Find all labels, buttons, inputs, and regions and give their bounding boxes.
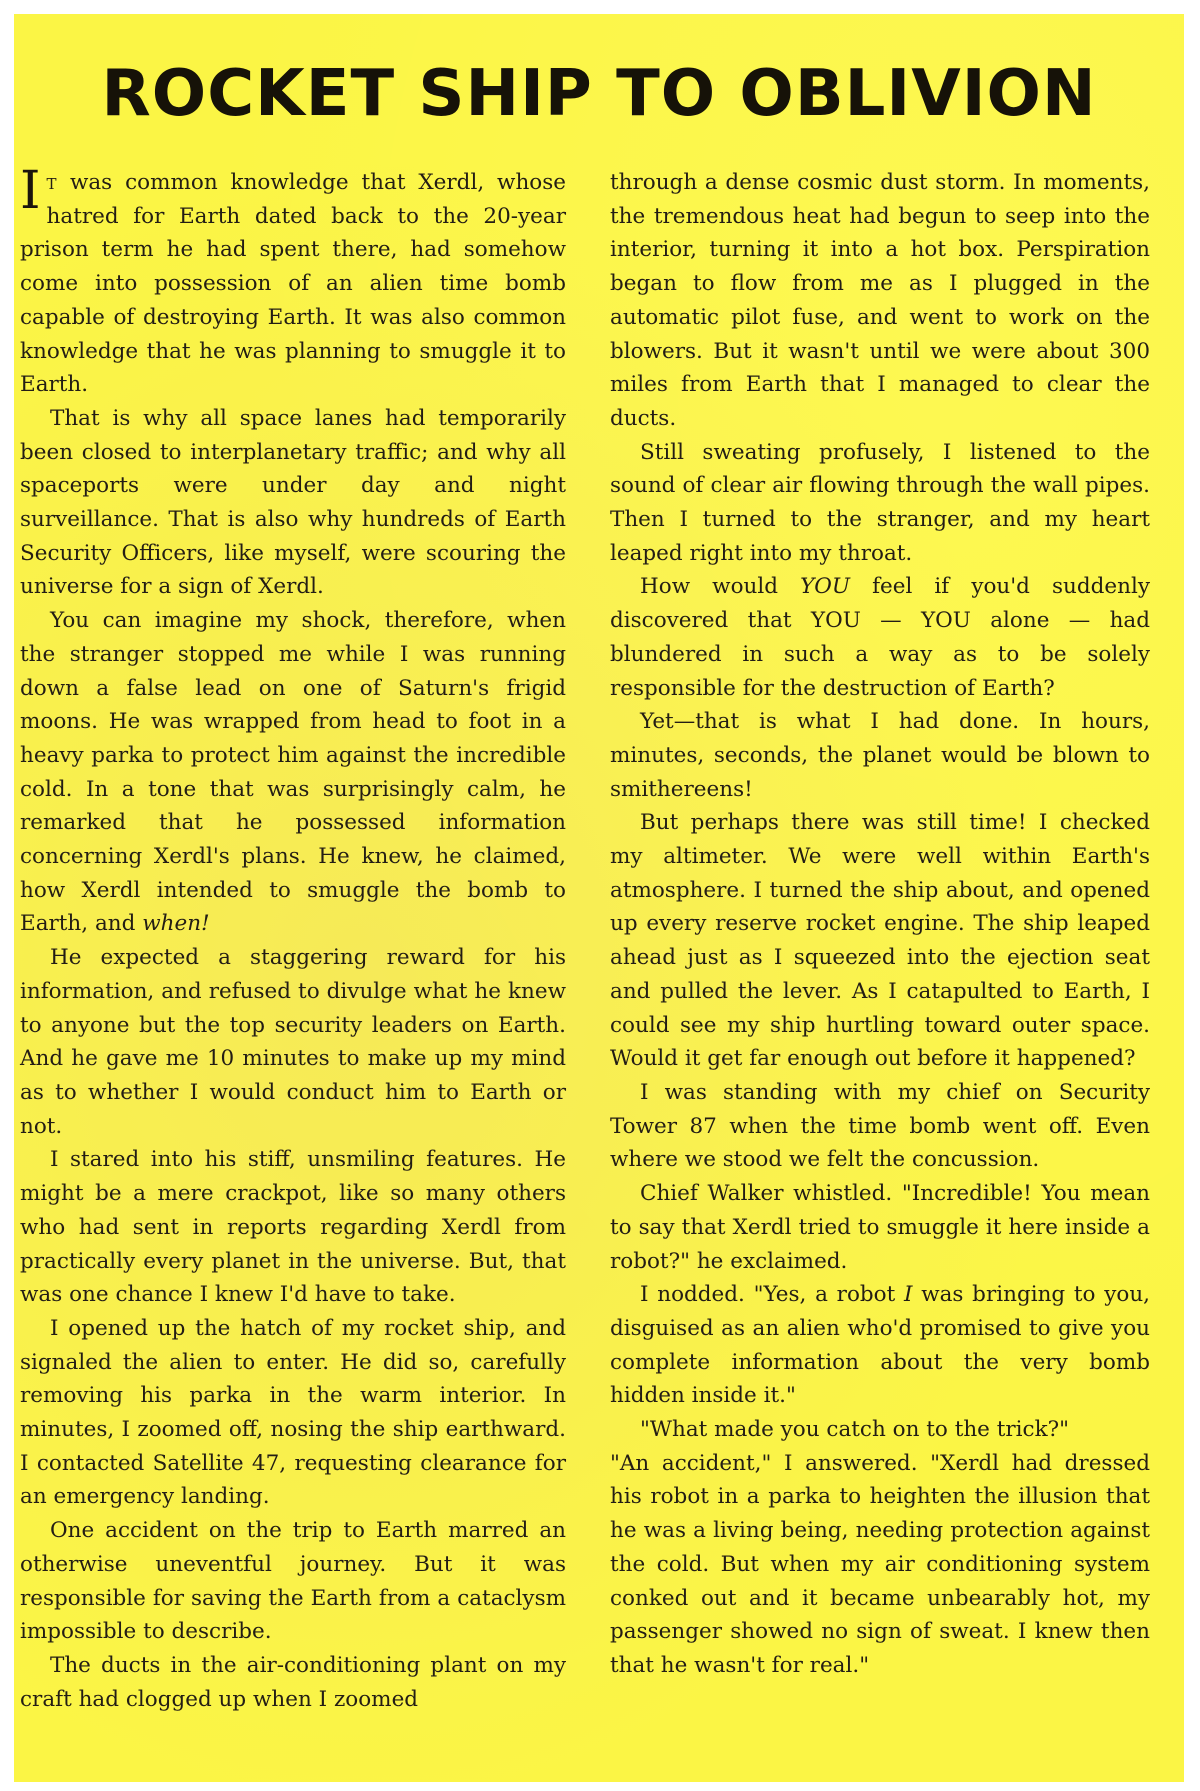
- paragraph: I was standing with my chief on Security Tower 87 when the time bomb went off. Even where we stood we felt the concussion.: [610, 1079, 1150, 1173]
- paragraph: [610, 1278, 1150, 1413]
- paragraph-text: How would: [640, 574, 801, 600]
- paragraph-text: was bringing to you, disguised as an alien who'd promised to give you complete information about the very bomb hidden inside it.": [610, 1282, 1150, 1409]
- paragraph: Yet—that is what I had done. In hours, minutes, seconds, the planet would be blown to smithereens!: [610, 709, 1150, 802]
- emphasis-text: YOU: [800, 574, 851, 600]
- paragraph: "What made you catch on to the trick?": [640, 1417, 1070, 1443]
- paragraph: One accident on the trip to Earth marred an otherwise uneventful journey. But it was responsible for saving the Earth from a cataclysm impossible to describe.: [20, 1518, 566, 1645]
- drop-cap: I: [20, 161, 41, 221]
- paragraph: [20, 161, 566, 402]
- paragraph: "An accident," I answered. "Xerdl had dressed his robot in a parka to heighten the illusion that he was a living being, needing protection against the cold. But when my air conditioning system conked out and it became unbearably hot, my passenger showed no sign of sweat. I knew then that he wasn't for real.": [610, 1450, 1150, 1678]
- left-text-column: [20, 161, 566, 1716]
- paragraph-text: feel if you'd suddenly discovered that YOU — YOU alone — had blundered in such a way as to be solely responsible for the destruction of Earth?: [610, 574, 1150, 701]
- paragraph: Chief Walker whistled. "Incredible! You mean to say that Xerdl tried to smuggle it here inside a robot?" he exclaimed.: [610, 1181, 1150, 1274]
- paragraph-text: I nodded. "Yes, a robot: [640, 1282, 904, 1308]
- paragraph: through a dense cosmic dust storm. In moments, the tremendous heat had begun to seep into the interior, turning it into a hot box. Perspiration began to flow from me as I plugged in the automatic pilot fuse, and went to work on the blowers. But it wasn't until we were about 300 miles from Earth that I managed to clear the ducts.: [610, 170, 1150, 431]
- paragraph: I stared into his stiff, unsmiling features. He might be a mere crackpot, like so many others who had sent in reports regarding Xerdl from practically every planet in the universe. But, that was one chance I knew I'd have to take.: [20, 1147, 566, 1308]
- story-title: ROCKET SHIP TO OBLIVION: [101, 57, 1097, 131]
- paragraph: Still sweating profusely, I listened to the sound of clear air flowing through the wall pipes. Then I turned to the stranger, and my heart leaped right into my throat.: [610, 439, 1150, 566]
- paragraph: That is why all space lanes had temporarily been closed to interplanetary traffic; and why all spaceports were under day and night surveillance. That is also why hundreds of Earth Security Officers, like myself, were scouring the universe for a sign of Xerdl.: [20, 405, 566, 600]
- paragraph: The ducts in the air-conditioning plant on my craft had clogged up when I zoomed: [20, 1652, 566, 1712]
- paragraph: But perhaps there was still time! I checked my altimeter. We were well within Earth's atmosphere. I turned the ship about, and opened up every reserve rocket engine. The ship leaped ahead just as I squeezed into the ejection seat and pulled the lever. As I catapulted to Earth, I could see my ship hurtling toward outer space. Would it get far enough out before it happened?: [610, 810, 1150, 1072]
- paragraph: [610, 570, 1150, 705]
- paragraph-text: was common knowledge that Xerdl, whose hatred for Earth dated back to the 20-year prison term he had spent there, had somehow come into possession of an alien time bomb capable of destroying Earth. It was also common knowledge that he was planning to smuggle it to Earth.: [20, 170, 566, 398]
- emphasis-text: I: [903, 1282, 913, 1308]
- paragraph: I opened up the hatch of my rocket ship, and signaled the alien to enter. He did so, carefully removing his parka in the warm interior. In minutes, I zoomed off, nosing the ship earthward. I contacted Satellite 47, requesting clearance for an emergency landing.: [20, 1315, 566, 1510]
- emphasis-text: when!: [142, 911, 210, 937]
- right-text-column: [610, 166, 1150, 1683]
- paragraph: He expected a staggering reward for his information, and refused to divulge what he knew to anyone but the top security leaders on Earth. And he gave me 10 minutes to make up my mind as to whether I would conduct him to Earth or not.: [20, 945, 566, 1139]
- small-caps-lead: t: [46, 170, 58, 195]
- paragraph-text: You can imagine my shock, therefore, when the stranger stopped me while I was running down a false lead on one of Saturn's frigid moons. He was wrapped from head to foot in a heavy parka to protect him against the incredible cold. In a tone that was surprisingly calm, he remarked that he possessed information concerning Xerdl's plans. He knew, he claimed, how Xerdl intended to smuggle the bomb to Earth, and: [20, 608, 566, 937]
- paragraph: [20, 604, 566, 941]
